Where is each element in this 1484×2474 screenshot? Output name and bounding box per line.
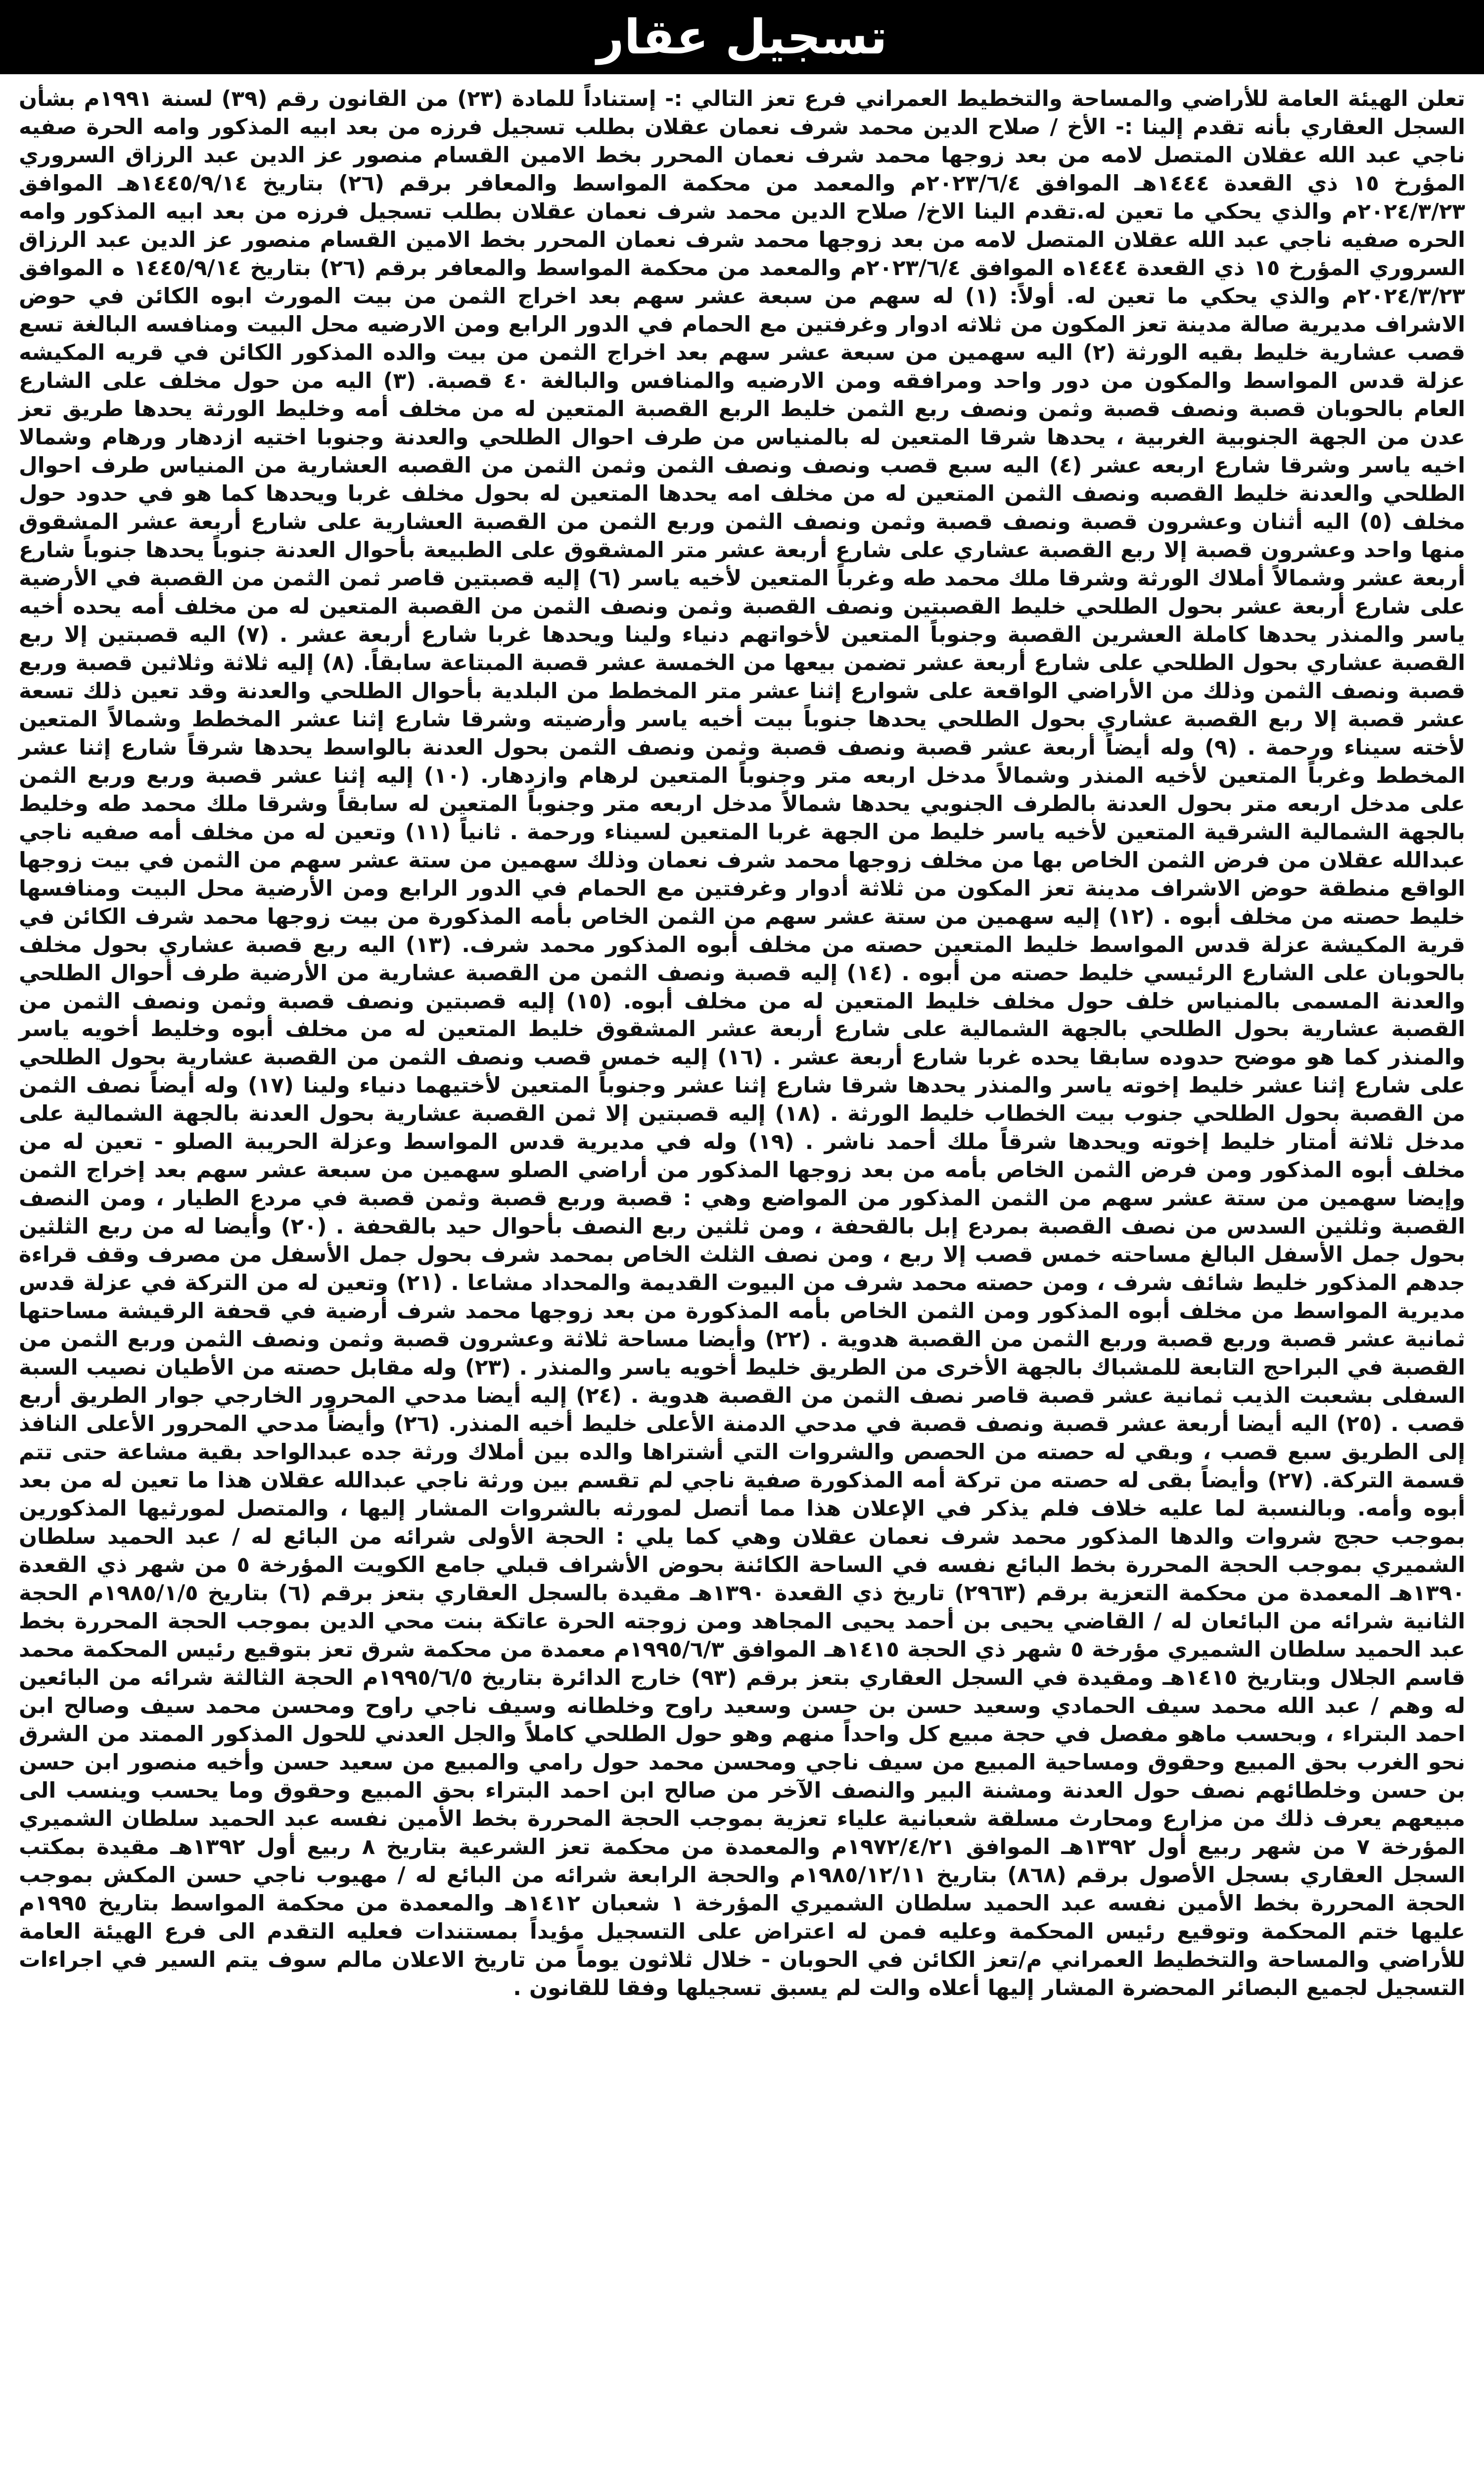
notice-body-container xyxy=(0,74,1484,2474)
notice-body-text: تعلن الهيئة العامة للأراضي والمساحة والتخطيط العمراني فرع تعز التالي :- إستناداً للمادة (٢٣) من القانون رقم (٣٩) لسنة ١٩٩١م بشأن السجل العقاري بأنه تقدم إلينا :- الأخ / صلاح الدين محمد شرف نعمان عقلان بطلب تسجيل فرزه من بعد ابيه المذكور وامه الحرة صفيه ناجي عبد الله عقلان المتصل لامه من بعد زوجها محمد شرف نعمان المحرر بخط الامين القسام منصور عز الدين عبد الرزاق السروري المؤرخ ١٥ ذي القعدة ١٤٤٤هـ الموافق ٢٠٢٣/٦/٤م والمعمد من محكمة المواسط والمعافر برقم (٢٦) بتاريخ ١٤٤٥/٩/١٤هـ الموافق ٢٠٢٤/٣/٢٣م والذي يحكي ما تعين له.تقدم الينا الاخ/ صلاح الدين محمد شرف نعمان عقلان بطلب تسجيل فرزه من بعد ابيه المذكور وامه الحره صفيه ناجي عبد الله عقلان المتصل لامه من بعد زوجها محمد شرف نعمان المحرر بخط الامين القسام منصور عز الدين عبد الرزاق السروري المؤرخ ١٥ ذي القعدة ١٤٤٤ه الموافق ٢٠٢٣/٦/٤م والمعمد من محكمة المواسط والمعافر برقم (٢٦) بتاريخ ١٤٤٥/٩/١٤ ه الموافق ٢٠٢٤/٣/٢٣م والذي يحكي ما تعين له. أولاً: (١) له سهم من سبعة عشر سهم بعد اخراج الثمن من بيت المورث ابوه الكائن في حوض الاشراف مديرية صالة مدينة تعز المكون من ثلاثه ادوار وغرفتين مع الحمام في الدور الرابع ومن الارضيه محل البيت ومنافسه البالغة تسع قصب عشارية خليط بقيه الورثة (٢) اليه سهمين من سبعة عشر سهم بعد اخراج الثمن من بيت والده المذكور الكائن في قريه المكيشه عزلة قدس المواسط والمكون من دور واحد ومرافقه ومن الارضيه والمنافس والبالغة ٤٠ قصبة. (٣) اليه من حول مخلف على الشارع العام بالحوبان قصبة ونصف قصبة وثمن ونصف ربع الثمن خليط الربع القصبة المتعين له من مخلف أمه وخليط الورثة يحدها طريق تعز عدن من الجهة الجنوبية الغربية ، يحدها شرقا المتعين له بالمنياس من طرف احوال الطلحي والعدنة وجنوبا اختيه ازدهار ورهام وشمالا اخيه ياسر وشرقا شارع اربعه عشر (٤) اليه سبع قصب ونصف ونصف الثمن وثمن الثمن من القصبه العشارية من المنياس طرف احوال الطلحي والعدنة خليط القصبه ونصف الثمن المتعين له من مخلف امه يحدها المتعين له بحول مخلف غربا ويحدها كما هو في حدود حول مخلف (٥) اليه أثنان وعشرون قصبة ونصف قصبة وثمن ونصف الثمن وربع الثمن من القصبة العشارية على شارع أربعة عشر المشقوق منها واحد وعشرون قصبة إلا ربع القصبة عشاري على شارع أربعة عشر متر المشقوق على الطبيعة بأحوال العدنة جنوباً يحدها جنوباً شارع أربعة عشر وشمالاً أملاك الورثة وشرقا ملك محمد طه وغرباً المتعين لأخيه ياسر (٦) إليه قصبتين قاصر ثمن الثمن من القصبة في الأرضية على شارع أربعة عشر بحول الطلحي خليط القصبتين ونصف القصبة وثمن ونصف الثمن من القصبة المتعين له من مخلف أمه يحده أخيه ياسر والمنذر يحدها كاملة العشرين القصبة وجنوباً المتعين لأخواتهم دنياء ولينا ويحدها غربا شارع أربعة عشر . (٧) اليه قصبتين إلا ربع القصبة عشاري بحول الطلحي على شارع أربعة عشر تضمن بيعها من الخمسة عشر قصبة المبتاعة سابقاً. (٨) إليه ثلاثة وثلاثين قصبة وربع قصبة ونصف الثمن وذلك من الأراضي الواقعة على شوارع إثنا عشر متر المخطط من البلدية بأحوال الطلحي والعدنة وقد تعين ذلك تسعة عشر قصبة إلا ربع القصبة عشاري بحول الطلحي يحدها جنوباً بيت أخيه ياسر وأرضيته وشرقا شارع إثنا عشر المخطط وشمالاً المتعين لأخته سيناء ورحمة . (٩) وله أيضاً أربعة عشر قصبة ونصف قصبة وثمن ونصف الثمن بحول العدنة بالواسط يحدها شرقاً شارع إثنا عشر المخطط وغرباً المتعين لأخيه المنذر وشمالاً مدخل اربعه متر وجنوباً المتعين لرهام وازدهار. (١٠) إليه إثنا عشر قصبة وربع وربع الثمن على مدخل اربعه متر بحول العدنة بالطرف الجنوبي يحدها شمالاً مدخل اربعه متر وجنوباً المتعين له سابقاً وشرقا ملك محمد طه وخليط بالجهة الشمالية الشرقية المتعين لأخيه ياسر خليط من الجهة غربا المتعين لسيناء ورحمة . ثانياً (١١) وتعين له من مخلف أمه صفيه ناجي عبدالله عقلان من فرض الثمن الخاص بها من مخلف زوجها محمد شرف نعمان وذلك سهمين من ستة عشر سهم من الثمن في بيت زوجها الواقع منطقة حوض الاشراف مدينة تعز المكون من ثلاثة أدوار وغرفتين مع الحمام في الدور الرابع ومن الأرضية محل البيت ومنافسها خليط حصته من مخلف أبوه . (١٢) إليه سهمين من ستة عشر سهم من الثمن الخاص بأمه المذكورة من بيت زوجها محمد شرف الكائن في قرية المكيشة عزلة قدس المواسط خليط المتعين حصته من مخلف أبوه المذكور محمد شرف. (١٣) اليه ربع قصبة عشاري بحول مخلف بالحوبان على الشارع الرئيسي خليط حصته من أبوه . (١٤) إليه قصبة ونصف الثمن من القصبة عشارية من الأرضية طرف أحوال الطلحي والعدنة المسمى بالمنياس خلف حول مخلف خليط المتعين له من مخلف أبوه. (١٥) إليه قصبتين ونصف قصبة وثمن ونصف الثمن من القصبة عشارية بحول الطلحي بالجهة الشمالية على شارع أربعة عشر المشقوق خليط المتعين له من مخلف أبوه وخليط أخويه ياسر والمنذر كما هو موضح حدوده سابقا يحده غربا شارع أربعة عشر . (١٦) إليه خمس قصب ونصف الثمن من القصبة عشارية بحول الطلحي على شارع إثنا عشر خليط إخوته ياسر والمنذر يحدها شرقا شارع إثنا عشر وجنوباً المتعين لأختيهما دنياء ولينا (١٧) وله أيضاً نصف الثمن من القصبة بحول الطلحي جنوب بيت الخطاب خليط الورثة . (١٨) إليه قصبتين إلا ثمن القصبة عشارية بحول العدنة بالجهة الشمالية على مدخل ثلاثة أمتار خليط إخوته ويحدها شرقاً ملك أحمد ناشر . (١٩) وله في مديرية قدس المواسط وعزلة الحريبة الصلو - تعين له من مخلف أبوه المذكور ومن فرض الثمن الخاص بأمه من بعد زوجها المذكور من أراضي الصلو سهمين من سبعة عشر سهم بعد إخراج الثمن وإيضا سهمين من ستة عشر سهم من الثمن المذكور من المواضع وهي : قصبة وربع قصبة وثمن قصبة في مردع الطيار ، ومن النصف القصبة وثلثين السدس من نصف القصبة بمردع إبل بالقحفة ، ومن ثلثين ربع النصف بأحوال حيد بالقحفة . (٢٠) وأيضا له من ربع الثلثين بحول جمل الأسفل البالغ مساحته خمس قصب إلا ربع ، ومن نصف الثلث الخاص بمحمد شرف بحول جمل الأسفل من مصرف وقف قراءة جدهم المذكور خليط شائف شرف ، ومن حصته محمد شرف من البيوت القديمة والمحداد مشاعا . (٢١) وتعين له من التركة في عزلة قدس مديرية المواسط من مخلف أبوه المذكور ومن الثمن الخاص بأمه المذكورة من بعد زوجها محمد شرف أرضية في قحفة الرقيشة مساحتها ثمانية عشر قصبة وربع قصبة وربع الثمن من القصبة هدوية . (٢٢) وأيضا مساحة ثلاثة وعشرون قصبة وثمن ونصف الثمن وربع الثمن من القصبة في البراحج التابعة للمشباك بالجهة الأخرى من الطريق خليط أخويه ياسر والمنذر . (٢٣) وله مقابل حصته من الأطيان نصيب السبة السفلى بشعبت الذيب ثمانية عشر قصبة قاصر نصف الثمن من القصبة هدوية . (٢٤) إليه أيضا مدحي المحرور الخارجي جوار الطريق أربع قصب . (٢٥) اليه أيضا أربعة عشر قصبة ونصف قصبة في مدحي الدمنة الأعلى خليط أخيه المنذر. (٢٦) وأيضاً مدحي المحرور الأعلى النافذ إلى الطريق سبع قصب ، وبقي له حصته من الحصص والشروات التي أشتراها والده بين أملاك ورثة جده عبدالواحد بقية مشاعة حتى تتم قسمة التركة. (٢٧) وأيضاً بقى له حصته من تركة أمه المذكورة صفية ناجي لم تقسم بين ورثة ناجي عبدالله عقلان هذا ما تعين له من بعد أبوه وأمه. وبالنسبة لما عليه خلاف فلم يذكر في الإعلان هذا مما أتصل لمورثه بالشروات المشار إليها ، والمتصل لمورثيها المذكورين بموجب حجج شروات والدها المذكور محمد شرف نعمان عقلان وهي كما يلي : الحجة الأولى شرائه من البائع له / عبد الحميد سلطان الشميري بموجب الحجة المحررة بخط البائع نفسه في الساحة الكائنة بحوض الأشراف قبلي جامع الكويت المؤرخة ٥ من شهر ذي القعدة ١٣٩٠هـ المعمدة من محكمة التعزية برقم (٢٩٦٣) تاريخ ذي القعدة ١٣٩٠هـ مقيدة بالسجل العقاري بتعز برقم (٦) بتاريخ ١٩٨٥/١/٥م الحجة الثانية شرائه من البائعان له / القاضي يحيى بن أحمد يحيى المجاهد ومن زوجته الحرة عاتكة بنت محي الدين بموجب الحجة المحررة بخط عبد الحميد سلطان الشميري مؤرخة ٥ شهر ذي الحجة ١٤١٥هـ الموافق ١٩٩٥/٦/٣م معمدة من محكمة شرق تعز بتوقيع رئيس المحكمة محمد قاسم الجلال وبتاريخ ١٤١٥هـ ومقيدة في السجل العقاري بتعز برقم (٩٣) خارج الدائرة بتاريخ ١٩٩٥/٦/٥م الحجة الثالثة شرائه من البائعين له وهم / عبد الله محمد سيف الحمادي وسعيد حسن بن حسن وسعيد راوح وخلطانه وسيف ناجي راوح ومحسن محمد سيف وصالح ابن احمد البتراء ، وبحسب ماهو مفصل في حجة مبيع كل واحداً منهم وهو حول الطلحي كاملاً والجل العدني للحول المذكور الممتد من الشرق نحو الغرب بحق المبيع وحقوق ومساحية المبيع من سيف ناجي ومحسن محمد حول رامي والمبيع من سعيد حسن وأخيه منصور ابن حسن بن حسن وخلطائهم نصف حول العدنة ومشنة البير والنصف الآخر من صالح ابن احمد البتراء بحق المبيع وحقوق وما يحسب وينسب الى مبيعهم يعرف ذلك من مزارع ومحارث مسلقة شعبانية علياء تعزية بموجب الحجة المحررة بخط الأمين نفسه عبد الحميد سلطان الشميري المؤرخة ٧ من شهر ربيع أول ١٣٩٢هـ الموافق ١٩٧٢/٤/٢١م والمعمدة من محكمة تعز الشرعية بتاريخ ٨ ربيع أول ١٣٩٢هـ مقيدة بمكتب السجل العقاري بسجل الأصول برقم (٨٦٨) بتاريخ ١٩٨٥/١٢/١١م والحجة الرابعة شرائه من البائع له / مهيوب ناجي حسن المكش بموجب الحجة المحررة بخط الأمين نفسه عبد الحميد سلطان الشميري المؤرخة ١ شعبان ١٤١٢هـ والمعمدة من محكمة المواسط بتاريخ ١٩٩٥م عليها ختم المحكمة وتوقيع رئيس المحكمة وعليه فمن له اعتراض على التسجيل مؤيداً بمستندات فعليه التقدم الى فرع الهيئة العامة للأراضي والمساحة والتخطيط العمراني م/تعز الكائن في الحوبان - خلال ثلاثون يوماً من تاريخ الاعلان مالم سوف يتم السير في اجراءات التسجيل لجميع البصائر المحضرة المشار إليها أعلاه والت لم يسبق تسجيلها وفقا للقانون . xyxy=(19,87,1466,2000)
title-bar xyxy=(0,0,1484,74)
notice-title: تسجيل عقار xyxy=(597,9,887,65)
